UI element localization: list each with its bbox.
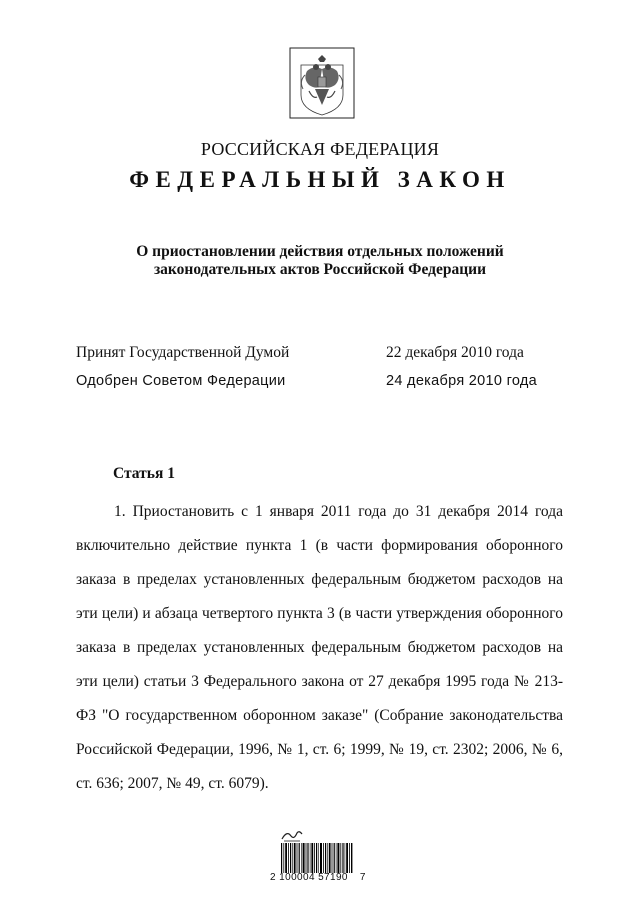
law-title [60,243,580,279]
duma-adoption-label: Принят Государственной Думой [76,344,290,361]
signature-mark-icon [281,828,303,842]
council-approval-date: 24 декабря 2010 года [386,373,538,389]
law-type-heading: ФЕДЕРАЛЬНЫЙ ЗАКОН [129,167,511,192]
coat-of-arms-icon [289,47,355,119]
barcode-check-digit: 7 [359,872,366,883]
article-paragraph: 1. Приостановить с 1 января 2011 года до 31 декабря 2014 года включительно действие пункта 1 (в части формирования оборонного заказа в пределах установленных федеральным бюджетом расходов на эти цели) и абзаца четвертого пункта 3 (в части утверждения оборонного заказа в пределах установленных федеральным бюджетом расходов на эти цели) статьи 3 Федерального закона от 27 декабря 1995 года № 213-ФЗ "О государственном оборонном заказе" (Собрание законодательства Российской Федерации, 1996, № 1, ст. 6; 1999, № 19, ст. 2302; 2006, № 6, ст. 636; 2007, № 49, ст. 6079). [76,503,563,792]
barcode-digits: 2 100004 57190 [270,872,348,883]
country-name: РОССИЙСКАЯ ФЕДЕРАЦИЯ [200,139,440,159]
duma-adoption-date: 22 декабря 2010 года [386,344,524,361]
law-title-line-2: законодательных актов Российской Федерации [153,261,487,278]
law-title-line-1: О приостановлении действия отдельных положений [136,243,504,260]
barcode-number [270,872,366,883]
article-body [76,495,563,801]
article-heading: Статья 1 [113,465,175,482]
barcode-icon [281,843,353,873]
council-approval-label: Одобрен Советом Федерации [76,373,286,389]
